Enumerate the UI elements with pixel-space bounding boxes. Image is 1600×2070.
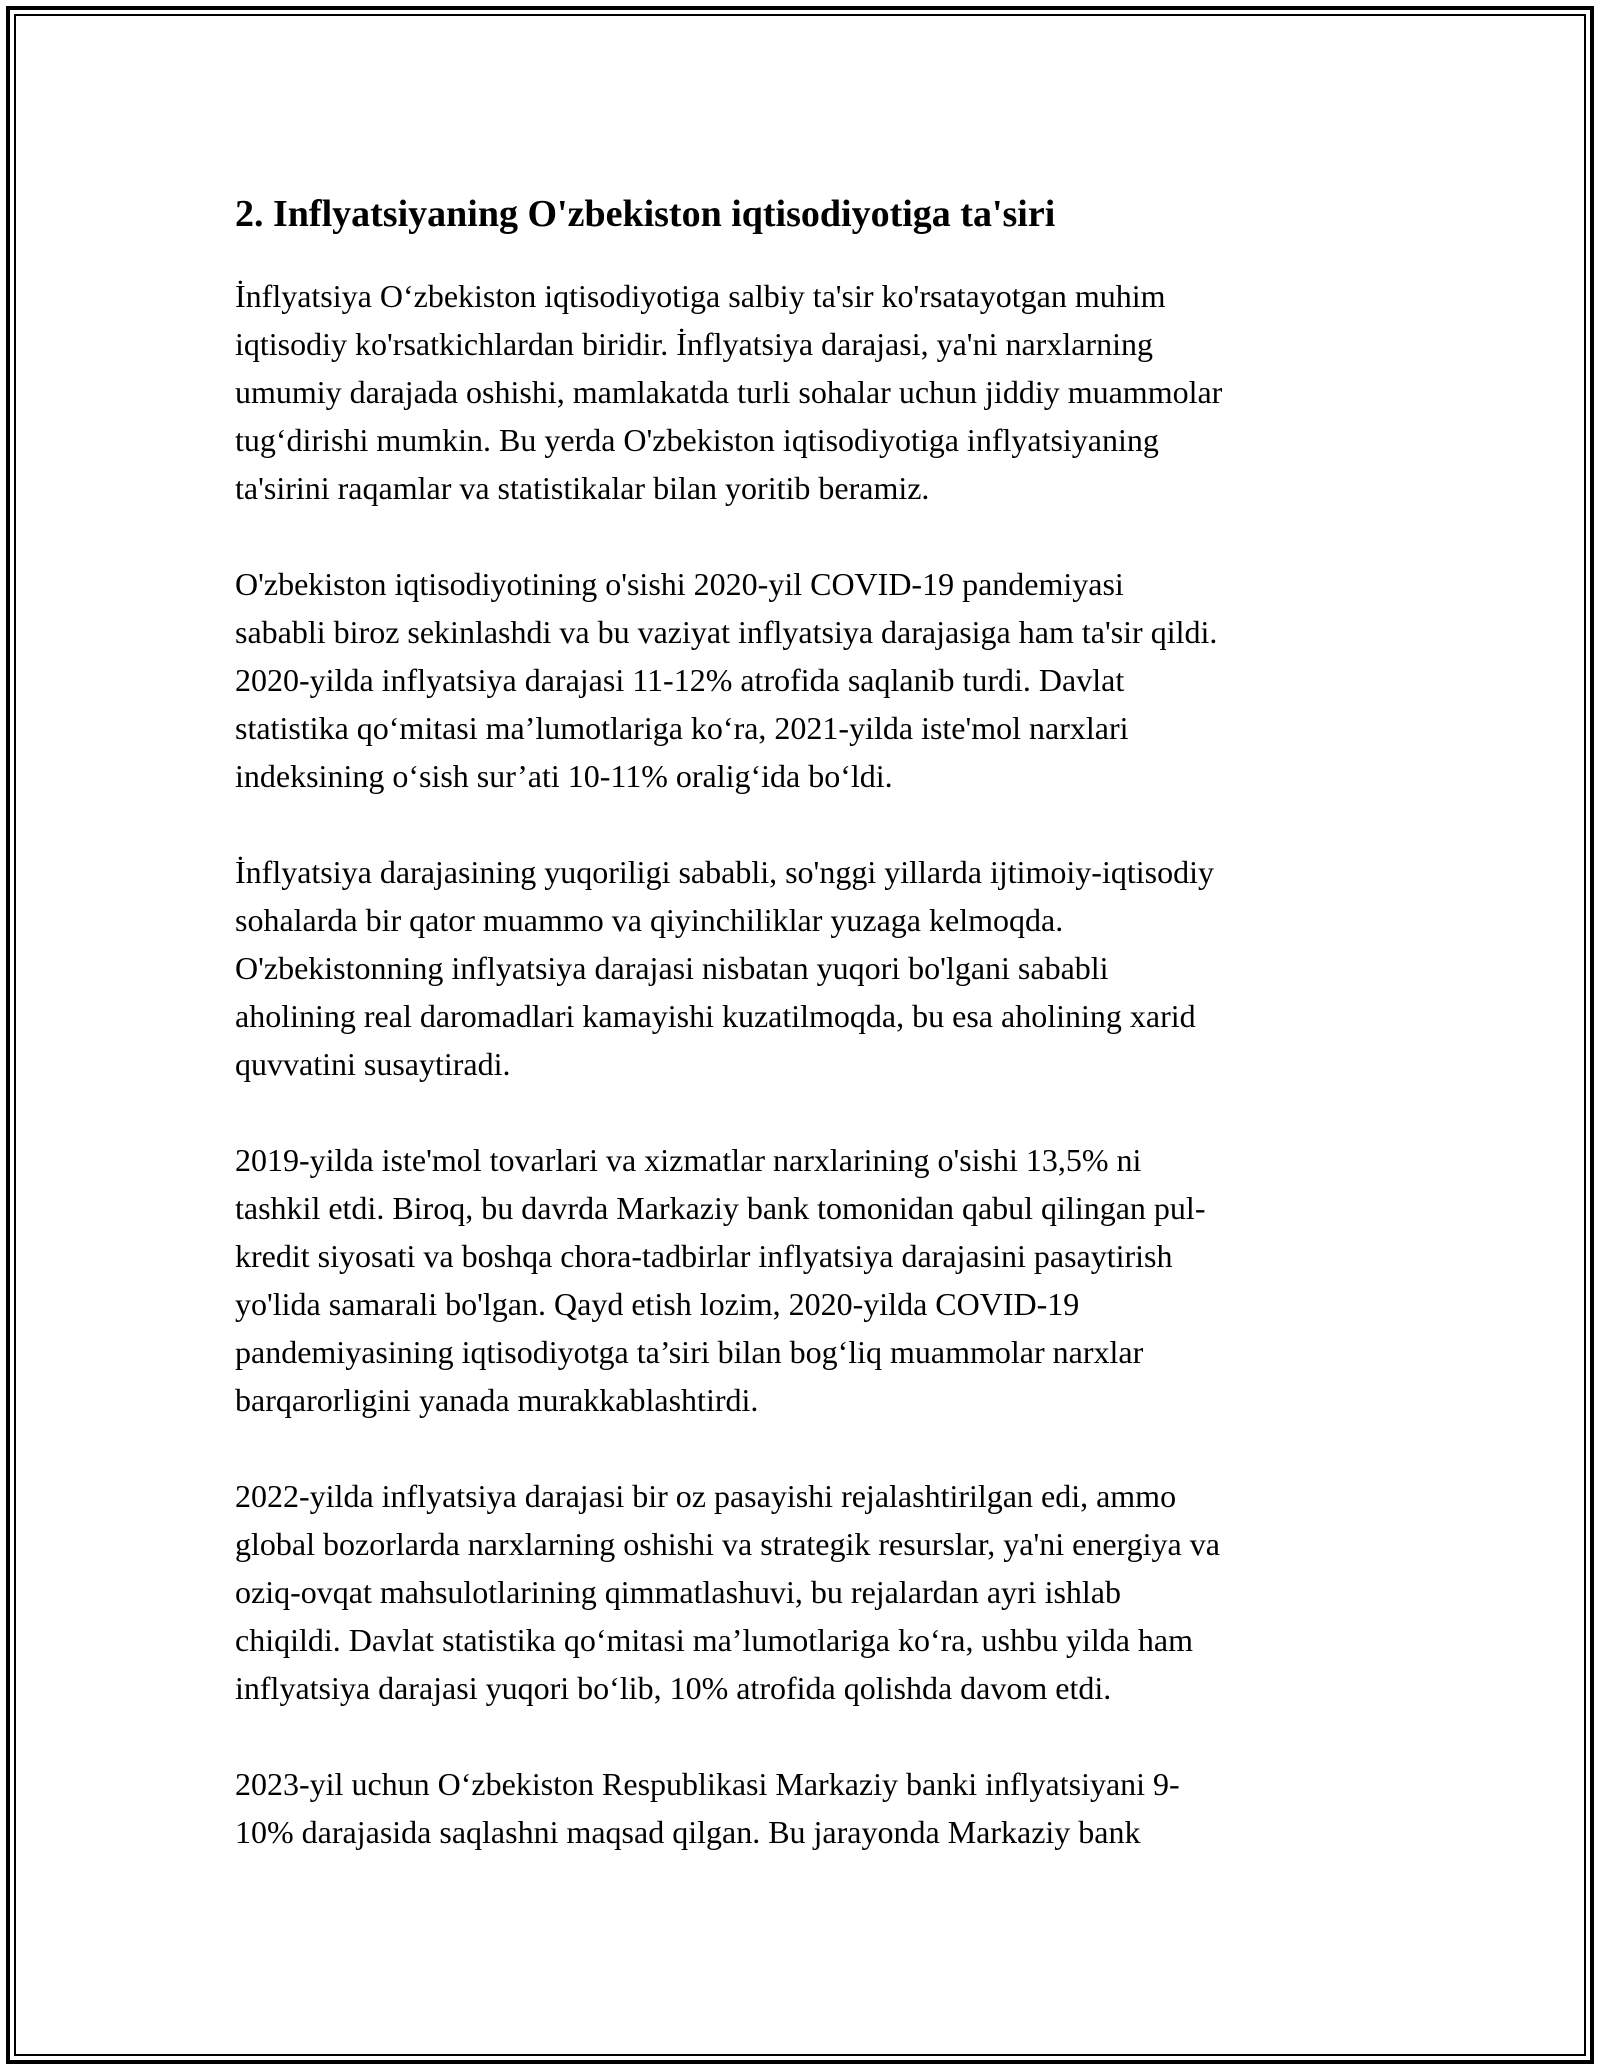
text-line: 2020-yilda inflyatsiya darajasi 11-12% atrofida saqlanib turdi. Davlat bbox=[235, 662, 1125, 698]
text-line: oziq-ovqat mahsulotlarining qimmatlashuvi, bu rejalardan ayri ishlab bbox=[235, 1574, 1121, 1610]
text-line: iqtisodiy ko'rsatkichlardan biridir. İnflyatsiya darajasi, ya'ni narxlarning bbox=[235, 326, 1153, 362]
text-line: barqarorligini yanada murakkablashtirdi. bbox=[235, 1382, 759, 1418]
text-line: chiqildi. Davlat statistika qo‘mitasi ma’lumotlariga ko‘ra, ushbu yilda ham bbox=[235, 1622, 1194, 1658]
text-line: sababli biroz sekinlashdi va bu vaziyat inflyatsiya darajasiga ham ta'sir qildi. bbox=[235, 614, 1218, 650]
text-line: yo'lida samarali bo'lgan. Qayd etish lozim, 2020-yilda COVID-19 bbox=[235, 1286, 1080, 1322]
text-line: tashkil etdi. Biroq, bu davrda Markaziy bank tomonidan qabul qilingan pul- bbox=[235, 1190, 1206, 1226]
text-line: umumiy darajada oshishi, mamlakatda turli sohalar uchun jiddiy muammolar bbox=[235, 374, 1223, 410]
paragraph-2023 bbox=[235, 1760, 1375, 1856]
text-line: 10% darajasida saqlashni maqsad qilgan. Bu jarayonda Markaziy bank bbox=[235, 1814, 1141, 1850]
text-line: İnflyatsiya darajasining yuqoriligi sababli, so'nggi yillarda ijtimoiy-iqtisodiy bbox=[235, 854, 1214, 890]
text-line: tug‘dirishi mumkin. Bu yerda O'zbekiston iqtisodiyotiga inflyatsiyaning bbox=[235, 422, 1159, 458]
section-heading: 2. Inflyatsiyaning O'zbekiston iqtisodiyotiga ta'siri bbox=[235, 193, 1056, 235]
text-line: 2023-yil uchun O‘zbekiston Respublikasi Markaziy banki inflyatsiyani 9- bbox=[235, 1766, 1180, 1802]
text-line: indeksining o‘sish sur’ati 10-11% oralig‘ida bo‘ldi. bbox=[235, 758, 893, 794]
document-body bbox=[235, 186, 1375, 1856]
paragraph-intro bbox=[235, 272, 1375, 512]
text-line: ta'sirini raqamlar va statistikalar bilan yoritib beramiz. bbox=[235, 470, 930, 506]
text-line: 2022-yilda inflyatsiya darajasi bir oz pasayishi rejalashtirilgan edi, ammo bbox=[235, 1478, 1177, 1514]
text-line: 2019-yilda iste'mol tovarlari va xizmatlar narxlarining o'sishi 13,5% ni bbox=[235, 1142, 1142, 1178]
text-line: quvvatini susaytiradi. bbox=[235, 1046, 511, 1082]
paragraph-2019 bbox=[235, 1136, 1375, 1424]
text-line: statistika qo‘mitasi ma’lumotlariga ko‘ra, 2021-yilda iste'mol narxlari bbox=[235, 710, 1129, 746]
text-line: pandemiyasining iqtisodiyotga ta’siri bilan bog‘liq muammolar narxlar bbox=[235, 1334, 1144, 1370]
text-line: inflyatsiya darajasi yuqori bo‘lib, 10% atrofida qolishda davom etdi. bbox=[235, 1670, 1112, 1706]
text-line: O'zbekistonning inflyatsiya darajasi nisbatan yuqori bo'lgani sababli bbox=[235, 950, 1109, 986]
text-line: global bozorlarda narxlarning oshishi va strategik resurslar, ya'ni energiya va bbox=[235, 1526, 1220, 1562]
paragraph-covid-growth bbox=[235, 560, 1375, 800]
text-line: kredit siyosati va boshqa chora-tadbirlar inflyatsiya darajasini pasaytirish bbox=[235, 1238, 1173, 1274]
text-line: İnflyatsiya O‘zbekiston iqtisodiyotiga salbiy ta'sir ko'rsatayotgan muhim bbox=[235, 278, 1166, 314]
text-line: aholining real daromadlari kamayishi kuzatilmoqda, bu esa aholining xarid bbox=[235, 998, 1196, 1034]
paragraph-social-impact bbox=[235, 848, 1375, 1088]
text-line: O'zbekiston iqtisodiyotining o'sishi 2020-yil COVID-19 pandemiyasi bbox=[235, 566, 1124, 602]
text-line: sohalarda bir qator muammo va qiyinchiliklar yuzaga kelmoqda. bbox=[235, 902, 1064, 938]
paragraph-2022 bbox=[235, 1472, 1375, 1712]
